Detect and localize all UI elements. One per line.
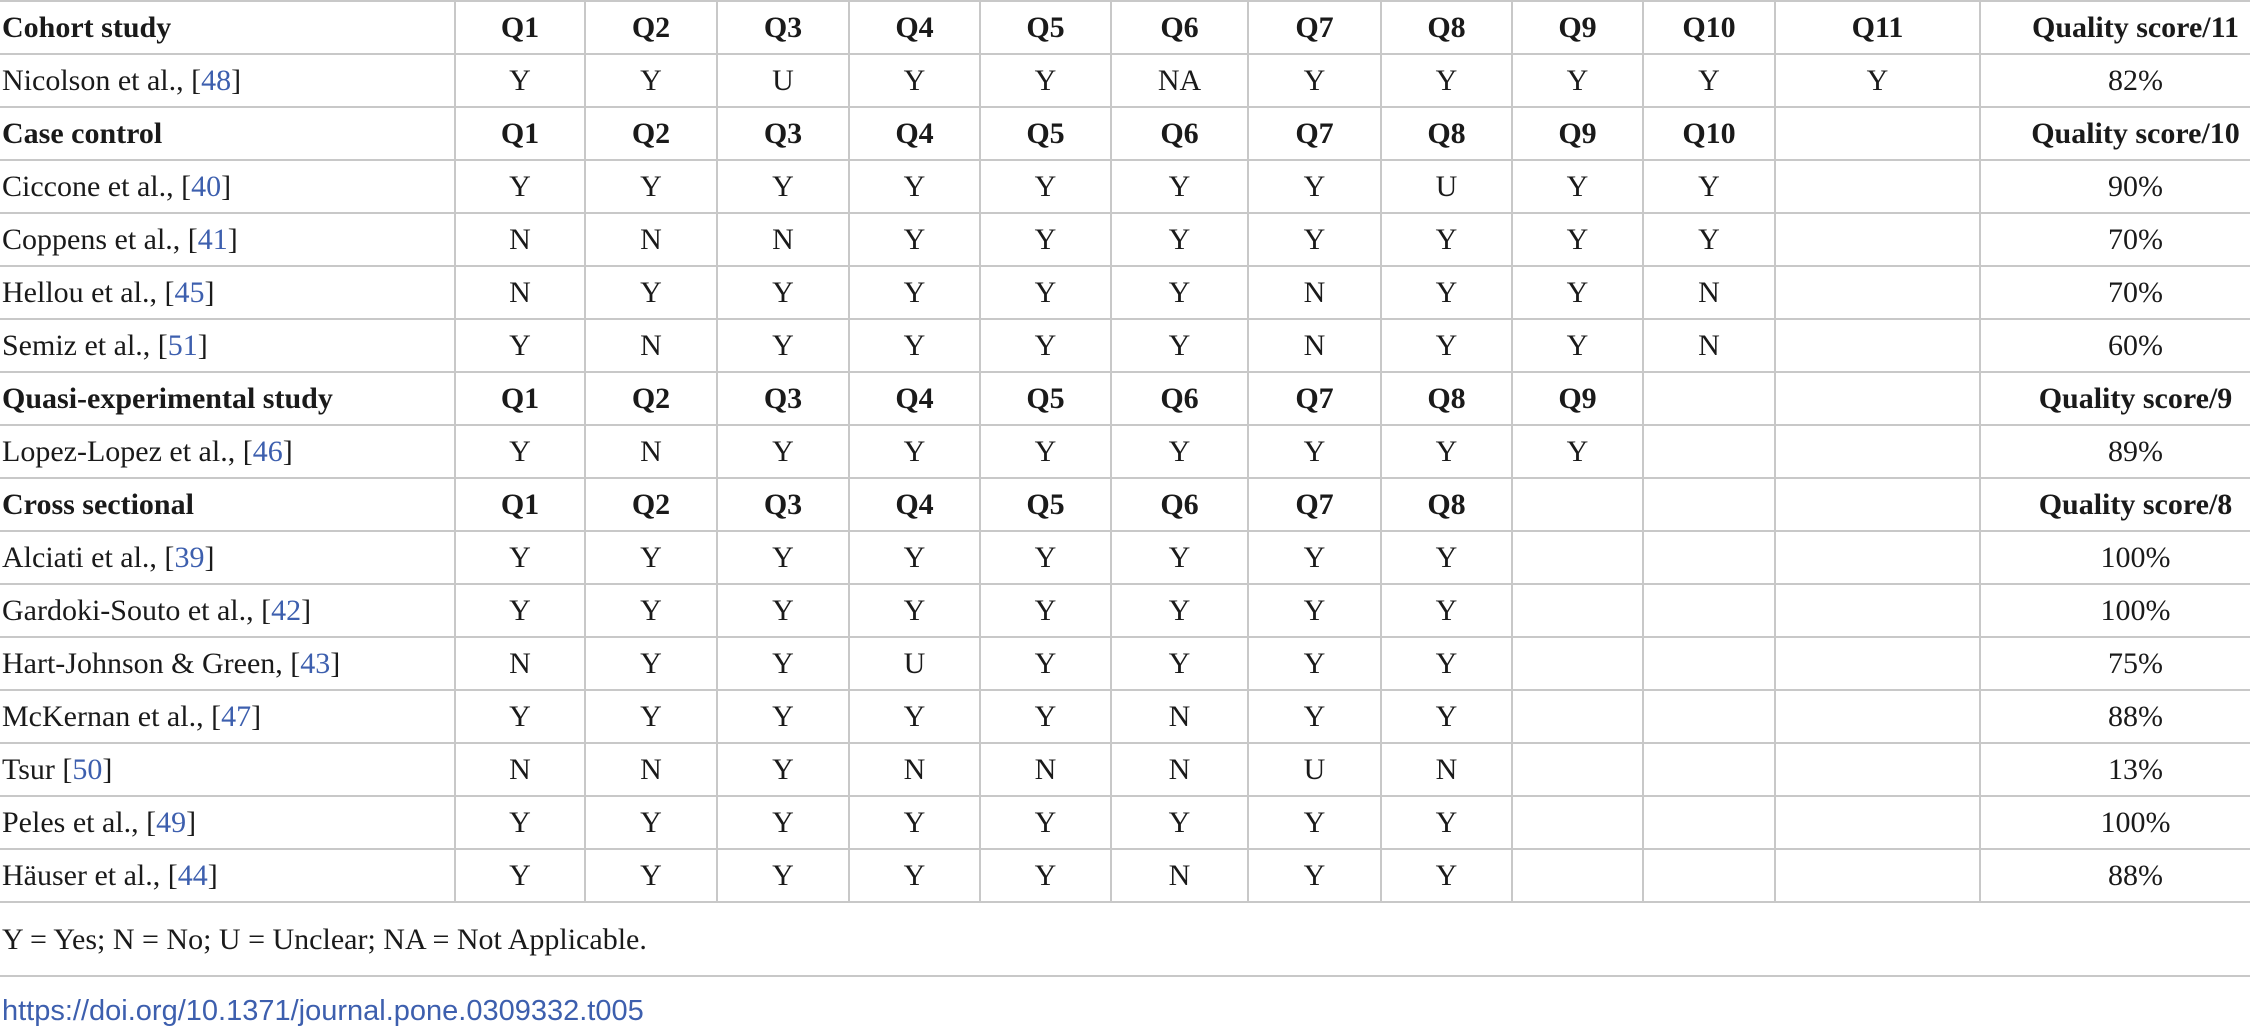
section-header-row: [0, 107, 2250, 160]
question-header: Q7: [1248, 1, 1381, 54]
answer-cell: Y: [1248, 849, 1381, 902]
answer-cell: Y: [849, 849, 980, 902]
answer-cell: Y: [1381, 531, 1512, 584]
answer-cell: Y: [1381, 584, 1512, 637]
answer-cell: Y: [849, 690, 980, 743]
study-author-cell: [0, 690, 455, 743]
answer-cell: N: [1248, 266, 1381, 319]
question-header: Q4: [849, 1, 980, 54]
study-author-cell: [0, 213, 455, 266]
answer-cell: Y: [1111, 796, 1248, 849]
reference-link[interactable]: 45: [174, 276, 205, 309]
answer-cell: [1643, 425, 1775, 478]
question-header: Q2: [585, 372, 717, 425]
answer-cell: U: [1248, 743, 1381, 796]
question-header: Q7: [1248, 372, 1381, 425]
section-header-row: [0, 372, 2250, 425]
answer-cell: Y: [1381, 849, 1512, 902]
study-author: Coppens et al., [: [2, 223, 198, 256]
answer-cell: Y: [980, 160, 1111, 213]
answer-cell: Y: [1248, 425, 1381, 478]
answer-cell: Y: [1512, 425, 1643, 478]
answer-cell: Y: [849, 531, 980, 584]
doi-link[interactable]: https://doi.org/10.1371/journal.pone.0309332.t005: [2, 995, 644, 1027]
study-row: [0, 849, 2250, 902]
table-footnote: Y = Yes; N = No; U = Unclear; NA = Not Applicable.: [2, 923, 647, 956]
answer-cell: Y: [1111, 319, 1248, 372]
answer-cell: Y: [980, 796, 1111, 849]
section-title: Cohort study: [0, 1, 455, 54]
answer-cell: Y: [849, 266, 980, 319]
score-header: Quality score/8: [1980, 478, 2250, 531]
study-author-cell: [0, 54, 455, 107]
answer-cell: [1775, 849, 1980, 902]
study-author: Tsur [: [2, 753, 73, 786]
answer-cell: N: [585, 425, 717, 478]
study-author: Alciati et al., [: [2, 541, 175, 574]
question-header: Q11: [1775, 1, 1980, 54]
answer-cell: [1643, 584, 1775, 637]
study-author: Gardoki-Souto et al., [: [2, 594, 272, 627]
answer-cell: [1512, 690, 1643, 743]
answer-cell: [1643, 743, 1775, 796]
answer-cell: Y: [1643, 160, 1775, 213]
answer-cell: N: [980, 743, 1111, 796]
quality-score: 100%: [1980, 796, 2250, 849]
reference-link[interactable]: 51: [167, 329, 198, 362]
question-header: Q4: [849, 107, 980, 160]
answer-cell: Y: [849, 319, 980, 372]
answer-cell: [1775, 319, 1980, 372]
question-header: Q1: [455, 1, 585, 54]
answer-cell: Y: [1248, 160, 1381, 213]
question-header: Q10: [1643, 1, 1775, 54]
answer-cell: Y: [849, 584, 980, 637]
study-author: Häuser et al., [: [2, 859, 178, 892]
question-header: Q7: [1248, 107, 1381, 160]
answer-cell: Y: [849, 54, 980, 107]
study-row: [0, 425, 2250, 478]
answer-cell: Y: [717, 531, 849, 584]
question-header: Q3: [717, 107, 849, 160]
question-header: Q9: [1512, 372, 1643, 425]
answer-cell: Y: [1512, 266, 1643, 319]
reference-bracket: ]: [186, 806, 197, 839]
reference-link[interactable]: 40: [191, 170, 222, 203]
quality-score: 88%: [1980, 690, 2250, 743]
answer-cell: Y: [1512, 319, 1643, 372]
answer-cell: Y: [585, 266, 717, 319]
answer-cell: [1512, 743, 1643, 796]
answer-cell: Y: [717, 690, 849, 743]
study-author-cell: [0, 584, 455, 637]
answer-cell: N: [717, 213, 849, 266]
question-header: Q6: [1111, 478, 1248, 531]
answer-cell: Y: [1248, 796, 1381, 849]
answer-cell: N: [1111, 743, 1248, 796]
reference-bracket: ]: [204, 276, 215, 309]
reference-bracket: ]: [231, 64, 242, 97]
answer-cell: Y: [1248, 584, 1381, 637]
answer-cell: U: [849, 637, 980, 690]
answer-cell: N: [1111, 849, 1248, 902]
answer-cell: [1512, 637, 1643, 690]
answer-cell: N: [585, 213, 717, 266]
question-header: Q8: [1381, 478, 1512, 531]
quality-score: 100%: [1980, 531, 2250, 584]
answer-cell: Y: [585, 690, 717, 743]
answer-cell: N: [585, 319, 717, 372]
answer-cell: [1643, 796, 1775, 849]
answer-cell: N: [585, 743, 717, 796]
answer-cell: Y: [585, 584, 717, 637]
answer-cell: N: [455, 637, 585, 690]
answer-cell: Y: [980, 531, 1111, 584]
answer-cell: Y: [585, 54, 717, 107]
study-author-cell: [0, 531, 455, 584]
question-header: Q5: [980, 1, 1111, 54]
question-header: Q2: [585, 107, 717, 160]
reference-bracket: ]: [207, 859, 218, 892]
section-title: Cross sectional: [0, 478, 455, 531]
reference-bracket: ]: [251, 700, 262, 733]
reference-bracket: ]: [197, 329, 208, 362]
quality-score: 70%: [1980, 266, 2250, 319]
answer-cell: Y: [1248, 690, 1381, 743]
quality-score: 75%: [1980, 637, 2250, 690]
answer-cell: Y: [1643, 54, 1775, 107]
answer-cell: Y: [1111, 160, 1248, 213]
answer-cell: [1512, 584, 1643, 637]
answer-cell: Y: [849, 160, 980, 213]
answer-cell: Y: [1248, 637, 1381, 690]
answer-cell: [1643, 531, 1775, 584]
answer-cell: Y: [717, 796, 849, 849]
quality-score: 60%: [1980, 319, 2250, 372]
answer-cell: Y: [980, 54, 1111, 107]
answer-cell: [1643, 849, 1775, 902]
study-author-cell: [0, 637, 455, 690]
answer-cell: Y: [1381, 266, 1512, 319]
answer-cell: [1643, 637, 1775, 690]
quality-score: 88%: [1980, 849, 2250, 902]
answer-cell: [1512, 796, 1643, 849]
answer-cell: Y: [1381, 425, 1512, 478]
study-row: [0, 637, 2250, 690]
study-author-cell: [0, 160, 455, 213]
answer-cell: Y: [717, 743, 849, 796]
answer-cell: N: [1643, 319, 1775, 372]
answer-cell: [1775, 637, 1980, 690]
answer-cell: N: [849, 743, 980, 796]
answer-cell: Y: [849, 213, 980, 266]
answer-cell: [1775, 690, 1980, 743]
question-header: Q3: [717, 1, 849, 54]
answer-cell: [1775, 213, 1980, 266]
reference-link[interactable]: 42: [271, 594, 302, 627]
answer-cell: Y: [1381, 690, 1512, 743]
answer-cell: [1775, 160, 1980, 213]
answer-cell: Y: [455, 425, 585, 478]
answer-cell: Y: [1111, 425, 1248, 478]
question-header: Q3: [717, 478, 849, 531]
answer-cell: [1775, 743, 1980, 796]
section-title: Quasi-experimental study: [0, 372, 455, 425]
question-header: Q2: [585, 1, 717, 54]
answer-cell: Y: [1111, 213, 1248, 266]
reference-bracket: ]: [330, 647, 341, 680]
answer-cell: Y: [455, 160, 585, 213]
study-author-cell: [0, 319, 455, 372]
answer-cell: [1775, 531, 1980, 584]
question-header: Q6: [1111, 1, 1248, 54]
answer-cell: Y: [1643, 213, 1775, 266]
study-author-cell: [0, 743, 455, 796]
question-header: Q8: [1381, 107, 1512, 160]
answer-cell: Y: [717, 584, 849, 637]
reference-link[interactable]: 39: [174, 541, 205, 574]
answer-cell: Y: [1775, 54, 1980, 107]
answer-cell: Y: [455, 54, 585, 107]
quality-score: 89%: [1980, 425, 2250, 478]
answer-cell: Y: [1381, 796, 1512, 849]
question-header: [1775, 372, 1980, 425]
study-author: Peles et al., [: [2, 806, 157, 839]
study-row: [0, 160, 2250, 213]
answer-cell: [1775, 425, 1980, 478]
study-author-cell: [0, 796, 455, 849]
reference-link[interactable]: 44: [177, 859, 208, 892]
answer-cell: Y: [980, 319, 1111, 372]
answer-cell: Y: [1111, 584, 1248, 637]
answer-cell: Y: [717, 425, 849, 478]
reference-link[interactable]: 50: [72, 753, 103, 786]
answer-cell: N: [455, 213, 585, 266]
answer-cell: Y: [980, 690, 1111, 743]
study-author-cell: [0, 849, 455, 902]
answer-cell: Y: [1512, 160, 1643, 213]
answer-cell: [1775, 796, 1980, 849]
question-header: Q9: [1512, 1, 1643, 54]
answer-cell: Y: [980, 584, 1111, 637]
answer-cell: Y: [1381, 213, 1512, 266]
study-author: Hart-Johnson & Green, [: [2, 647, 301, 680]
table-body: [0, 1, 2250, 902]
answer-cell: U: [1381, 160, 1512, 213]
score-header: Quality score/9: [1980, 372, 2250, 425]
answer-cell: Y: [980, 637, 1111, 690]
answer-cell: Y: [585, 531, 717, 584]
answer-cell: Y: [849, 425, 980, 478]
quality-score: 13%: [1980, 743, 2250, 796]
answer-cell: Y: [980, 213, 1111, 266]
reference-link[interactable]: 49: [156, 806, 187, 839]
answer-cell: [1775, 584, 1980, 637]
answer-cell: [1643, 690, 1775, 743]
answer-cell: N: [455, 266, 585, 319]
answer-cell: Y: [980, 849, 1111, 902]
question-header: Q1: [455, 372, 585, 425]
question-header: [1512, 478, 1643, 531]
reference-bracket: ]: [227, 223, 238, 256]
question-header: Q4: [849, 372, 980, 425]
answer-cell: Y: [455, 690, 585, 743]
reference-link[interactable]: 41: [197, 223, 228, 256]
answer-cell: N: [1643, 266, 1775, 319]
answer-cell: N: [1381, 743, 1512, 796]
study-row: [0, 743, 2250, 796]
study-author: Nicolson et al., [: [2, 64, 202, 97]
answer-cell: Y: [455, 849, 585, 902]
answer-cell: Y: [1381, 319, 1512, 372]
answer-cell: Y: [585, 849, 717, 902]
answer-cell: Y: [1111, 531, 1248, 584]
answer-cell: [1512, 531, 1643, 584]
answer-cell: Y: [717, 637, 849, 690]
question-header: Q5: [980, 107, 1111, 160]
reference-link[interactable]: 46: [252, 435, 283, 468]
answer-cell: Y: [717, 849, 849, 902]
study-author: Lopez-Lopez et al., [: [2, 435, 253, 468]
answer-cell: Y: [1248, 54, 1381, 107]
answer-cell: Y: [1248, 531, 1381, 584]
reference-bracket: ]: [301, 594, 312, 627]
answer-cell: Y: [717, 319, 849, 372]
answer-cell: Y: [1512, 213, 1643, 266]
score-header: Quality score/10: [1980, 107, 2250, 160]
study-author-cell: [0, 425, 455, 478]
question-header: [1775, 478, 1980, 531]
answer-cell: Y: [455, 319, 585, 372]
answer-cell: Y: [1111, 637, 1248, 690]
answer-cell: Y: [455, 796, 585, 849]
answer-cell: Y: [585, 796, 717, 849]
quality-score: 100%: [1980, 584, 2250, 637]
answer-cell: Y: [717, 266, 849, 319]
answer-cell: N: [455, 743, 585, 796]
answer-cell: Y: [717, 160, 849, 213]
score-header: Quality score/11: [1980, 1, 2250, 54]
section-header-row: [0, 478, 2250, 531]
question-header: [1775, 107, 1980, 160]
question-header: Q2: [585, 478, 717, 531]
question-header: Q6: [1111, 372, 1248, 425]
study-author-cell: [0, 266, 455, 319]
study-author: Hellou et al., [: [2, 276, 175, 309]
question-header: Q1: [455, 478, 585, 531]
reference-link[interactable]: 48: [201, 64, 232, 97]
quality-score: 90%: [1980, 160, 2250, 213]
section-header-row: [0, 1, 2250, 54]
reference-link[interactable]: 47: [221, 700, 252, 733]
study-row: [0, 266, 2250, 319]
answer-cell: [1775, 266, 1980, 319]
answer-cell: Y: [1512, 54, 1643, 107]
answer-cell: Y: [455, 584, 585, 637]
reference-bracket: ]: [221, 170, 232, 203]
answer-cell: N: [1248, 319, 1381, 372]
question-header: Q10: [1643, 107, 1775, 160]
answer-cell: Y: [455, 531, 585, 584]
quality-score: 82%: [1980, 54, 2250, 107]
question-header: Q8: [1381, 1, 1512, 54]
answer-cell: NA: [1111, 54, 1248, 107]
answer-cell: U: [717, 54, 849, 107]
study-author: McKernan et al., [: [2, 700, 222, 733]
footer-divider: [0, 975, 2250, 977]
question-header: Q3: [717, 372, 849, 425]
question-header: Q5: [980, 372, 1111, 425]
study-row: [0, 54, 2250, 107]
answer-cell: Y: [585, 160, 717, 213]
question-header: Q1: [455, 107, 585, 160]
study-row: [0, 584, 2250, 637]
study-author: Ciccone et al., [: [2, 170, 192, 203]
answer-cell: Y: [1381, 637, 1512, 690]
study-row: [0, 796, 2250, 849]
answer-cell: Y: [585, 637, 717, 690]
question-header: Q9: [1512, 107, 1643, 160]
study-row: [0, 319, 2250, 372]
answer-cell: N: [1111, 690, 1248, 743]
study-row: [0, 690, 2250, 743]
question-header: [1643, 478, 1775, 531]
question-header: [1643, 372, 1775, 425]
reference-bracket: ]: [102, 753, 113, 786]
quality-score: 70%: [1980, 213, 2250, 266]
answer-cell: Y: [849, 796, 980, 849]
answer-cell: Y: [1381, 54, 1512, 107]
study-author: Semiz et al., [: [2, 329, 168, 362]
reference-link[interactable]: 43: [300, 647, 331, 680]
reference-bracket: ]: [282, 435, 293, 468]
answer-cell: Y: [1248, 213, 1381, 266]
question-header: Q5: [980, 478, 1111, 531]
section-title: Case control: [0, 107, 455, 160]
reference-bracket: ]: [204, 541, 215, 574]
question-header: Q4: [849, 478, 980, 531]
answer-cell: Y: [1111, 266, 1248, 319]
question-header: Q8: [1381, 372, 1512, 425]
study-row: [0, 213, 2250, 266]
answer-cell: [1512, 849, 1643, 902]
study-row: [0, 531, 2250, 584]
answer-cell: Y: [980, 266, 1111, 319]
question-header: Q7: [1248, 478, 1381, 531]
answer-cell: Y: [980, 425, 1111, 478]
question-header: Q6: [1111, 107, 1248, 160]
